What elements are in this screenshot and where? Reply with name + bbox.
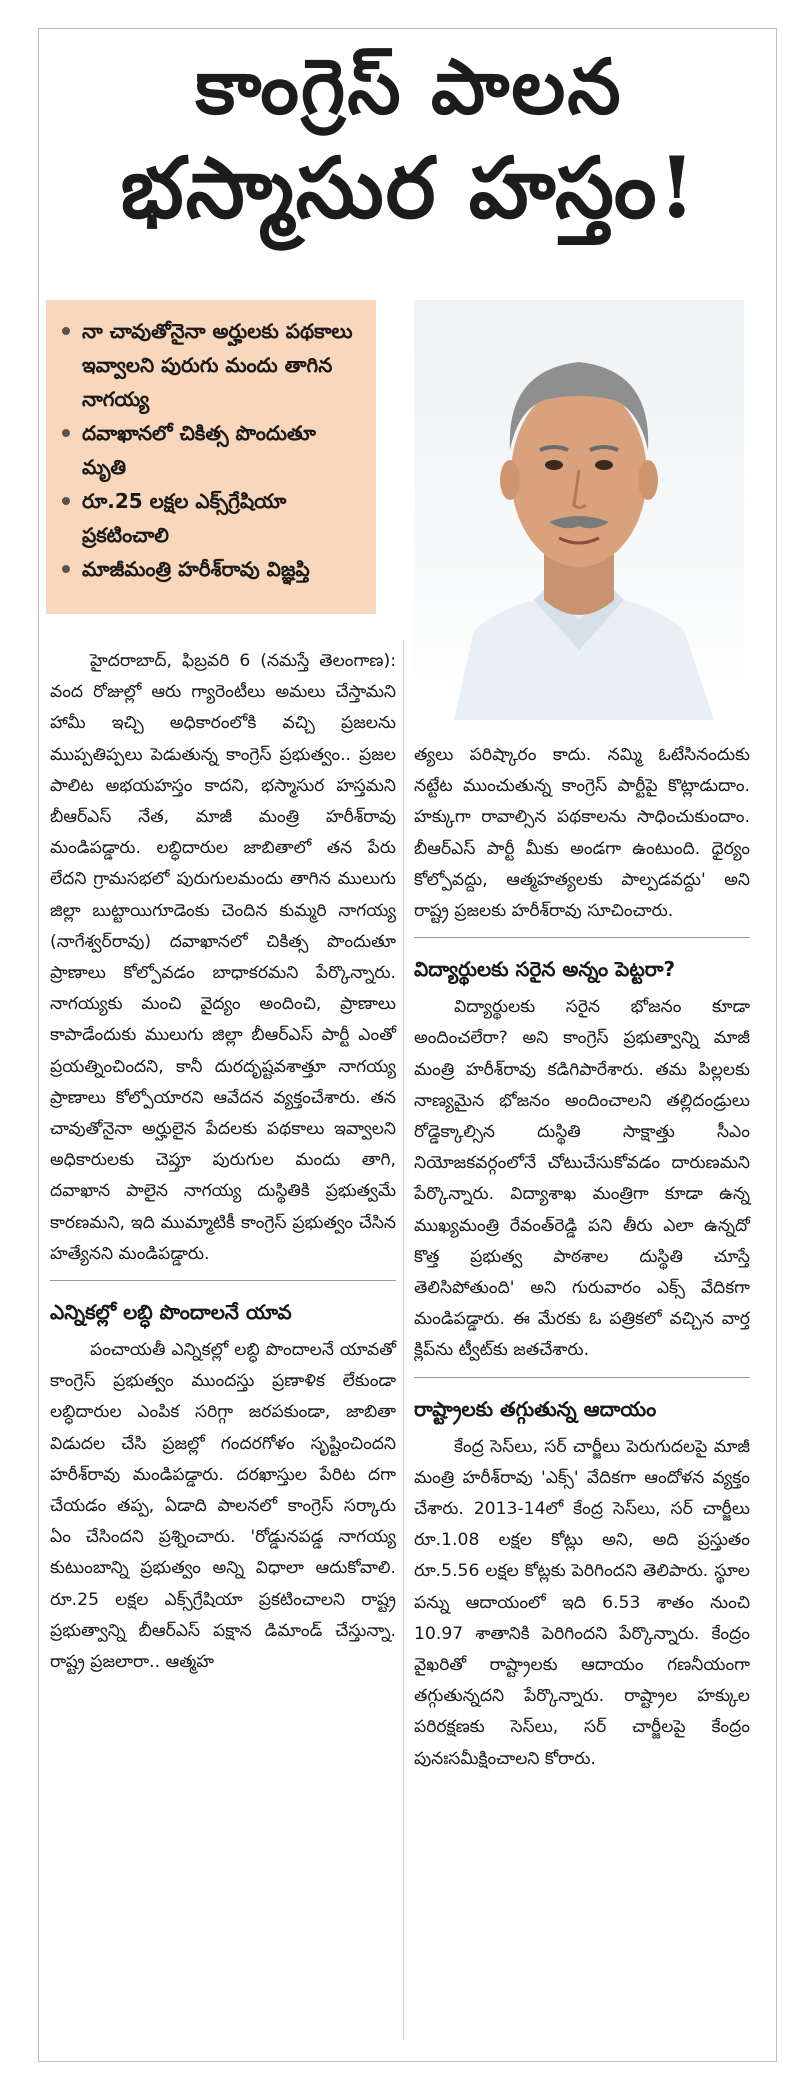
paragraph: హైదరాబాద్, ఫిబ్రవరి 6 (నమస్తే తెలంగాణ): వంద రోజుల్లో ఆరు గ్యారెంటీలు అమలు చేస్తామని హామీ ఇచ్చి అధికారంలోకి వచ్చి ప్రజలను ముప్పతిప్పలు పెడుతున్న కాంగ్రెస్ ప్రభుత్వం.. ప్రజల పాలిట అభయహస్తం కాదని, భస్మాసుర హస్తమని బీఆర్‌ఎస్ నేత, మాజీ మంత్రి హరీశ్‌రావు మండిపడ్డారు. లబ్ధిదారుల జాబితాలో తన పేరు లేదని గ్రామసభలో పురుగులమందు తాగిన ములుగు జిల్లా బుట్టాయిగూడెంకు చెందిన కుమ్మరి నాగయ్య (నాగేశ్వర్‌రావు) దవాఖానలో చికిత్స పొందుతూ ప్రాణాలు కోల్పోవడం బాధాకరమని పేర్కొన్నారు. నాగయ్యకు మంచి వైద్యం అందించి, ప్రాణాలు కాపాడేందుకు ములుగు జిల్లా బీఆర్‌ఎస్ పార్టీ ఎంతో ప్రయత్నించిందని, కానీ దురదృష్టవశాత్తూ నాగయ్య ప్రాణాలు కోల్పోయారని ఆవేదన వ్యక్తంచేశారు. తన చావుతోనైనా అర్హులైన పేదలకు పథకాలు ఇవ్వాలని అధికారులకు చెప్తూ పురుగుల మందు తాగి, దవాఖాన పాలైన నాగయ్య దుస్థితికి ప్రభుత్వమే కారణమని, ఇది ముమ్మాటికీ కాంగ్రెస్ ప్రభుత్వం చేసిన హత్యేనని మండిపడ్డారు. — [50, 651, 396, 1264]
highlights-box — [46, 300, 376, 614]
headline-line-1: కాంగ్రెస్ పాలన — [195, 42, 623, 131]
portrait-illustration — [414, 300, 744, 720]
paragraph: పంచాయతీ ఎన్నికల్లో లబ్ధి పొందాలనే యావతో కాంగ్రెస్ ప్రభుత్వం ముందస్తు ప్రణాళిక లేకుండా లబ్ధిదారుల ఎంపిక సరిగ్గా జరపకుండా, జాబితా విడుదల చేసి ప్రజల్లో గందరగోళం సృష్టించిందని హరీశ్‌రావు మండిపడ్డారు. దరఖాస్తుల పేరిట దగా చేయడం తప్ప, ఏడాది పాలనలో కాంగ్రెస్ సర్కారు ఏం చేసిందని ప్రశ్నించారు. 'రోడ్డునపడ్డ నాగయ్య కుటుంబాన్ని ప్రభుత్వం అన్ని విధాలా ఆదుకోవాలి. రూ.25 లక్షల ఎక్స్‌గ్రేషియా ప్రకటించాలని రాష్ట్ర ప్రభుత్వాన్ని బీఆర్‌ఎస్ పక్షాన డిమాండ్ చేస్తున్నా. రాష్ట్ర ప్రజలారా.. ఆత్మహ — [50, 1340, 396, 1673]
bullet-icon — [62, 497, 70, 505]
highlight-item: దవాఖానలో చికిత్స పొందుతూ మృతి — [60, 416, 364, 484]
highlight-item: మాజీమంత్రి హరీశ్‌రావు విజ్ఞప్తి — [60, 552, 364, 586]
paragraph: కేంద్ర సెస్‌లు, సర్ చార్జీలు పెరుగుదలపై మాజీ మంత్రి హరీశ్‌రావు 'ఎక్స్' వేదికగా ఆందోళన వ్యక్తం చేశారు. 2013-14లో కేంద్ర సెస్‌లు, సర్ చార్జీలు రూ.1.08 లక్షల కోట్లు అని, అది ప్రస్తుతం రూ.5.56 లక్షల కోట్లకు పెరిగిందని తెలిపారు. స్థూల పన్ను ఆదాయంలో ఇది 6.53 శాతం నుంచి 10.97 శాతానికి పెరిగిందని పేర్కొన్నారు. కేంద్రం వైఖరితో రాష్ట్రాలకు ఆదాయం గణనీయంగా తగ్గుతున్నదని పేర్కొన్నారు. రాష్ట్రాల హక్కుల పరిరక్షణకు సెస్‌లు, సర్ చార్జీలపై కేంద్రం పునఃసమీక్షించాలని కోరారు. — [414, 1436, 750, 1769]
portrait-photo — [414, 300, 744, 720]
headline — [44, 38, 774, 240]
section-divider — [414, 937, 750, 938]
section-divider — [414, 1377, 750, 1378]
bullet-icon — [62, 327, 70, 335]
subheading: రాష్ట్రాలకు తగ్గుతున్న ఆదాయం — [414, 1396, 657, 1421]
subheading: ఎన్నికల్లో లబ్ధి పొందాలనే యావ — [50, 1300, 292, 1325]
paragraph: త్యలు పరిష్కారం కాదు. నమ్మి ఓటేసినందుకు నట్టేట ముంచుతున్న కాంగ్రెస్ పార్టీపై కొట్లాడుదాం. హక్కుగా రావాల్సిన పథకాలను సాధించుకుందాం. బీఆర్‌ఎస్ పార్టీ మీకు అండగా ఉంటుంది. ధైర్యం కోల్పోవద్దు, ఆత్మహత్యలకు పాల్పడవద్దు' అని రాష్ట్ర ప్రజలకు హరీశ్‌రావు సూచించారు. — [414, 745, 750, 922]
highlight-item: నా చావుతోనైనా అర్హులకు పథకాలు ఇవ్వాలని పురుగు మందు తాగిన నాగయ్య — [60, 314, 364, 416]
subheading: విద్యార్థులకు సరైన అన్నం పెట్టరా? — [414, 957, 676, 982]
headline-line-2: భస్మాసుర హస్తం! — [120, 138, 698, 237]
highlight-item: రూ.25 లక్షల ఎక్స్‌గ్రేషియా ప్రకటించాలి — [60, 484, 364, 552]
bullet-icon — [62, 429, 70, 437]
highlights-list — [60, 314, 364, 586]
section-divider — [50, 1280, 396, 1281]
article-column-2 — [414, 740, 750, 1775]
article-column-1 — [50, 646, 396, 1678]
column-divider — [403, 640, 404, 2040]
paragraph: విద్యార్థులకు సరైన భోజనం కూడా అందించలేరా? అని కాంగ్రెస్ ప్రభుత్వాన్ని మాజీ మంత్రి హరీశ్‌రావు కడిగిపారేశారు. తమ పిల్లలకు నాణ్యమైన భోజనం అందించాలని తల్లిదండ్రులు రోడ్డెక్కాల్సిన దుస్థితి సాక్షాత్తు సీఎం నియోజకవర్గంలోనే చోటుచేసుకోవడం దారుణమని పేర్కొన్నారు. విద్యాశాఖ మంత్రిగా కూడా ఉన్న ముఖ్యమంత్రి రేవంత్‌రెడ్డి పని తీరు ఎలా ఉన్నదో కొత్త ప్రభుత్వ పాఠశాల దుస్థితి చూస్తే తెలిసిపోతుంది' అని గురువారం ఎక్స్ వేదికగా మండిపడ్డారు. ఈ మేరకు ఓ పత్రికలో వచ్చిన వార్త క్లిప్‌ను ట్వీట్‌కు జతచేశారు. — [414, 997, 750, 1361]
bullet-icon — [62, 565, 70, 573]
